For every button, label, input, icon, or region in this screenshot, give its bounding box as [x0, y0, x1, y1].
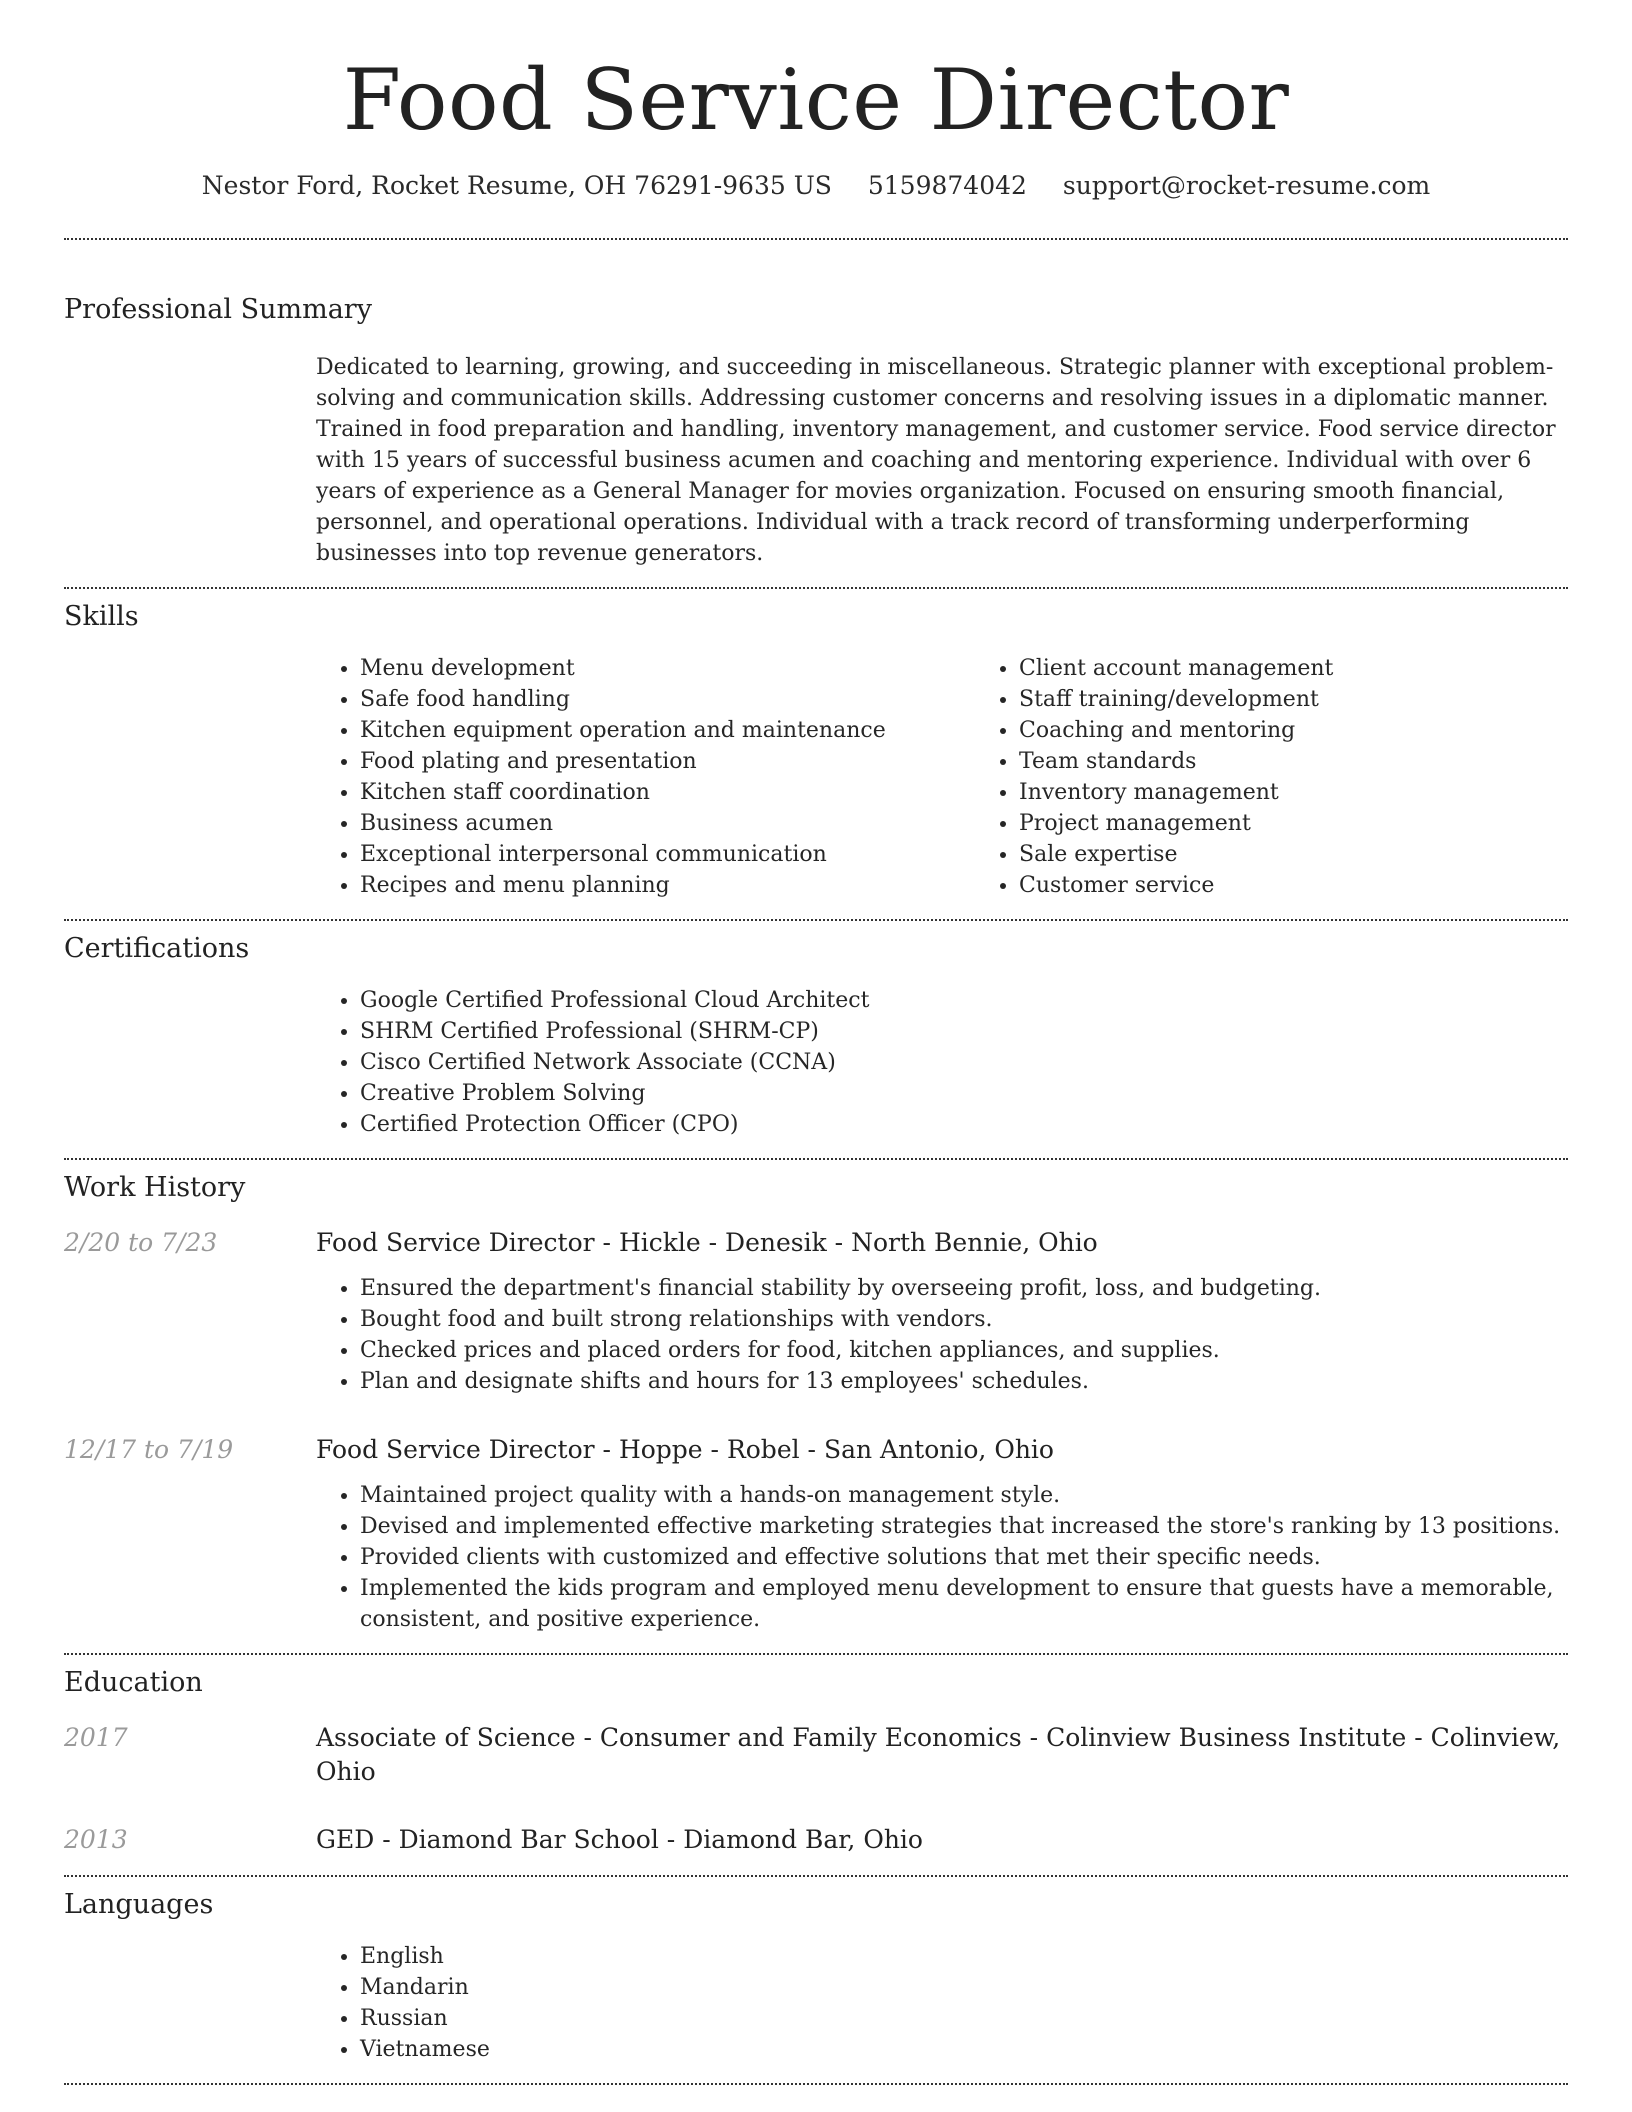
skills-section	[64, 589, 1568, 901]
job-title: Food Service Director - Hoppe - Robel - San Antonio, Ohio	[316, 1435, 1054, 1464]
job-entry	[64, 1226, 1568, 1397]
list-item: • Food plating and presentation	[360, 746, 975, 777]
list-item: • Menu development	[360, 653, 975, 684]
contact-line	[64, 168, 1568, 204]
job-entry	[64, 1433, 1568, 1635]
list-item: • Provided clients with customized and effective solutions that met their specific needs.	[360, 1542, 1568, 1573]
section-title-certifications: Certifications	[64, 933, 250, 964]
list-item: • Exceptional interpersonal communication	[360, 839, 975, 870]
list-item: • Mandarin	[360, 1972, 1568, 2003]
skills-list-right	[975, 653, 1632, 901]
list-item: • Implemented the kids program and employed menu development to ensure that guests have a memorable, consistent, and positive experience.	[360, 1573, 1568, 1635]
certifications-list	[316, 985, 1568, 1140]
list-item: • Google Certified Professional Cloud Architect	[360, 985, 1568, 1016]
list-item: • Team standards	[1019, 746, 1632, 777]
list-item: • English	[360, 1941, 1568, 1972]
list-item: • Client account management	[1019, 653, 1632, 684]
list-item: • Sale expertise	[1019, 839, 1632, 870]
education-title: GED - Diamond Bar School - Diamond Bar, Ohio	[316, 1825, 923, 1854]
list-item: • Certified Protection Officer (CPO)	[360, 1109, 1568, 1140]
list-item: • Devised and implemented effective marketing strategies that increased the store's ranking by 13 positions.	[360, 1511, 1568, 1542]
skills-list-left	[316, 653, 975, 901]
list-item: • Safe food handling	[360, 684, 975, 715]
list-item: • Maintained project quality with a hands-on management style.	[360, 1480, 1568, 1511]
contact-address: Nestor Ford, Rocket Resume, OH 76291-9635 US	[201, 171, 832, 200]
job-title: Food Service Director - Hickle - Denesik - North Bennie, Ohio	[316, 1228, 1098, 1257]
list-item: • Coaching and mentoring	[1019, 715, 1632, 746]
list-item: • Plan and designate shifts and hours for 13 employees' schedules.	[360, 1366, 1568, 1397]
list-item: • Cisco Certified Network Associate (CCNA)	[360, 1047, 1568, 1078]
job-bullets	[316, 1480, 1568, 1635]
section-title-education: Education	[64, 1667, 203, 1698]
resume-name-title: Food Service Director	[342, 51, 1290, 149]
education-entry	[64, 1721, 1568, 1789]
education-title: Associate of Science - Consumer and Family Economics - Colinview Business Institute - Colinview, Ohio	[316, 1723, 1561, 1786]
job-dates: 12/17 to 7/19	[64, 1435, 234, 1464]
list-item: • Kitchen equipment operation and maintenance	[360, 715, 975, 746]
list-item: • Vietnamese	[360, 2034, 1568, 2065]
list-item: • Project management	[1019, 808, 1632, 839]
section-title-summary: Professional Summary	[64, 294, 372, 325]
list-item: • Ensured the department's financial stability by overseeing profit, loss, and budgeting.	[360, 1273, 1568, 1304]
section-title-skills: Skills	[64, 601, 139, 632]
list-item: • Recipes and menu planning	[360, 870, 975, 901]
education-year: 2013	[64, 1825, 128, 1854]
section-title-languages: Languages	[64, 1889, 214, 1920]
education-entry	[64, 1823, 1568, 1857]
contact-phone: 5159874042	[867, 171, 1027, 200]
list-item: • Inventory management	[1019, 777, 1632, 808]
summary-paragraph: Dedicated to learning, growing, and succeeding in miscellaneous. Strategic planner with exceptional problem-solving and communication skills. Addressing customer concerns and resolving issues in a diplomatic manner. Trained in food preparation and handling, inventory management, and customer service. Food service director with 15 years of successful business acumen and coaching and mentoring experience. Individual with over 6 years of experience as a General Manager for movies organization. Focused on ensuring smooth financial, personnel, and operational operations. Individual with a track record of transforming underperforming businesses into top revenue generators.	[316, 355, 1556, 566]
education-section	[64, 1655, 1568, 1857]
list-item: • SHRM Certified Professional (SHRM-CP)	[360, 1016, 1568, 1047]
job-dates: 2/20 to 7/23	[64, 1228, 218, 1257]
list-item: • Checked prices and placed orders for food, kitchen appliances, and supplies.	[360, 1335, 1568, 1366]
list-item: • Customer service	[1019, 870, 1632, 901]
job-bullets	[316, 1273, 1568, 1397]
education-year: 2017	[64, 1723, 128, 1752]
languages-list	[316, 1941, 1568, 2065]
certifications-section	[64, 921, 1568, 1140]
section-title-work-history: Work History	[64, 1172, 246, 1203]
list-item: • Staff training/development	[1019, 684, 1632, 715]
list-item: • Russian	[360, 2003, 1568, 2034]
list-item: • Creative Problem Solving	[360, 1078, 1568, 1109]
list-item: • Bought food and built strong relationships with vendors.	[360, 1304, 1568, 1335]
contact-email: support@rocket-resume.com	[1062, 171, 1431, 200]
list-item: • Kitchen staff coordination	[360, 777, 975, 808]
section-divider	[64, 2083, 1568, 2085]
work-history-section	[64, 1160, 1568, 1635]
list-item: • Business acumen	[360, 808, 975, 839]
languages-section	[64, 1877, 1568, 2065]
professional-summary-section	[64, 240, 1568, 569]
